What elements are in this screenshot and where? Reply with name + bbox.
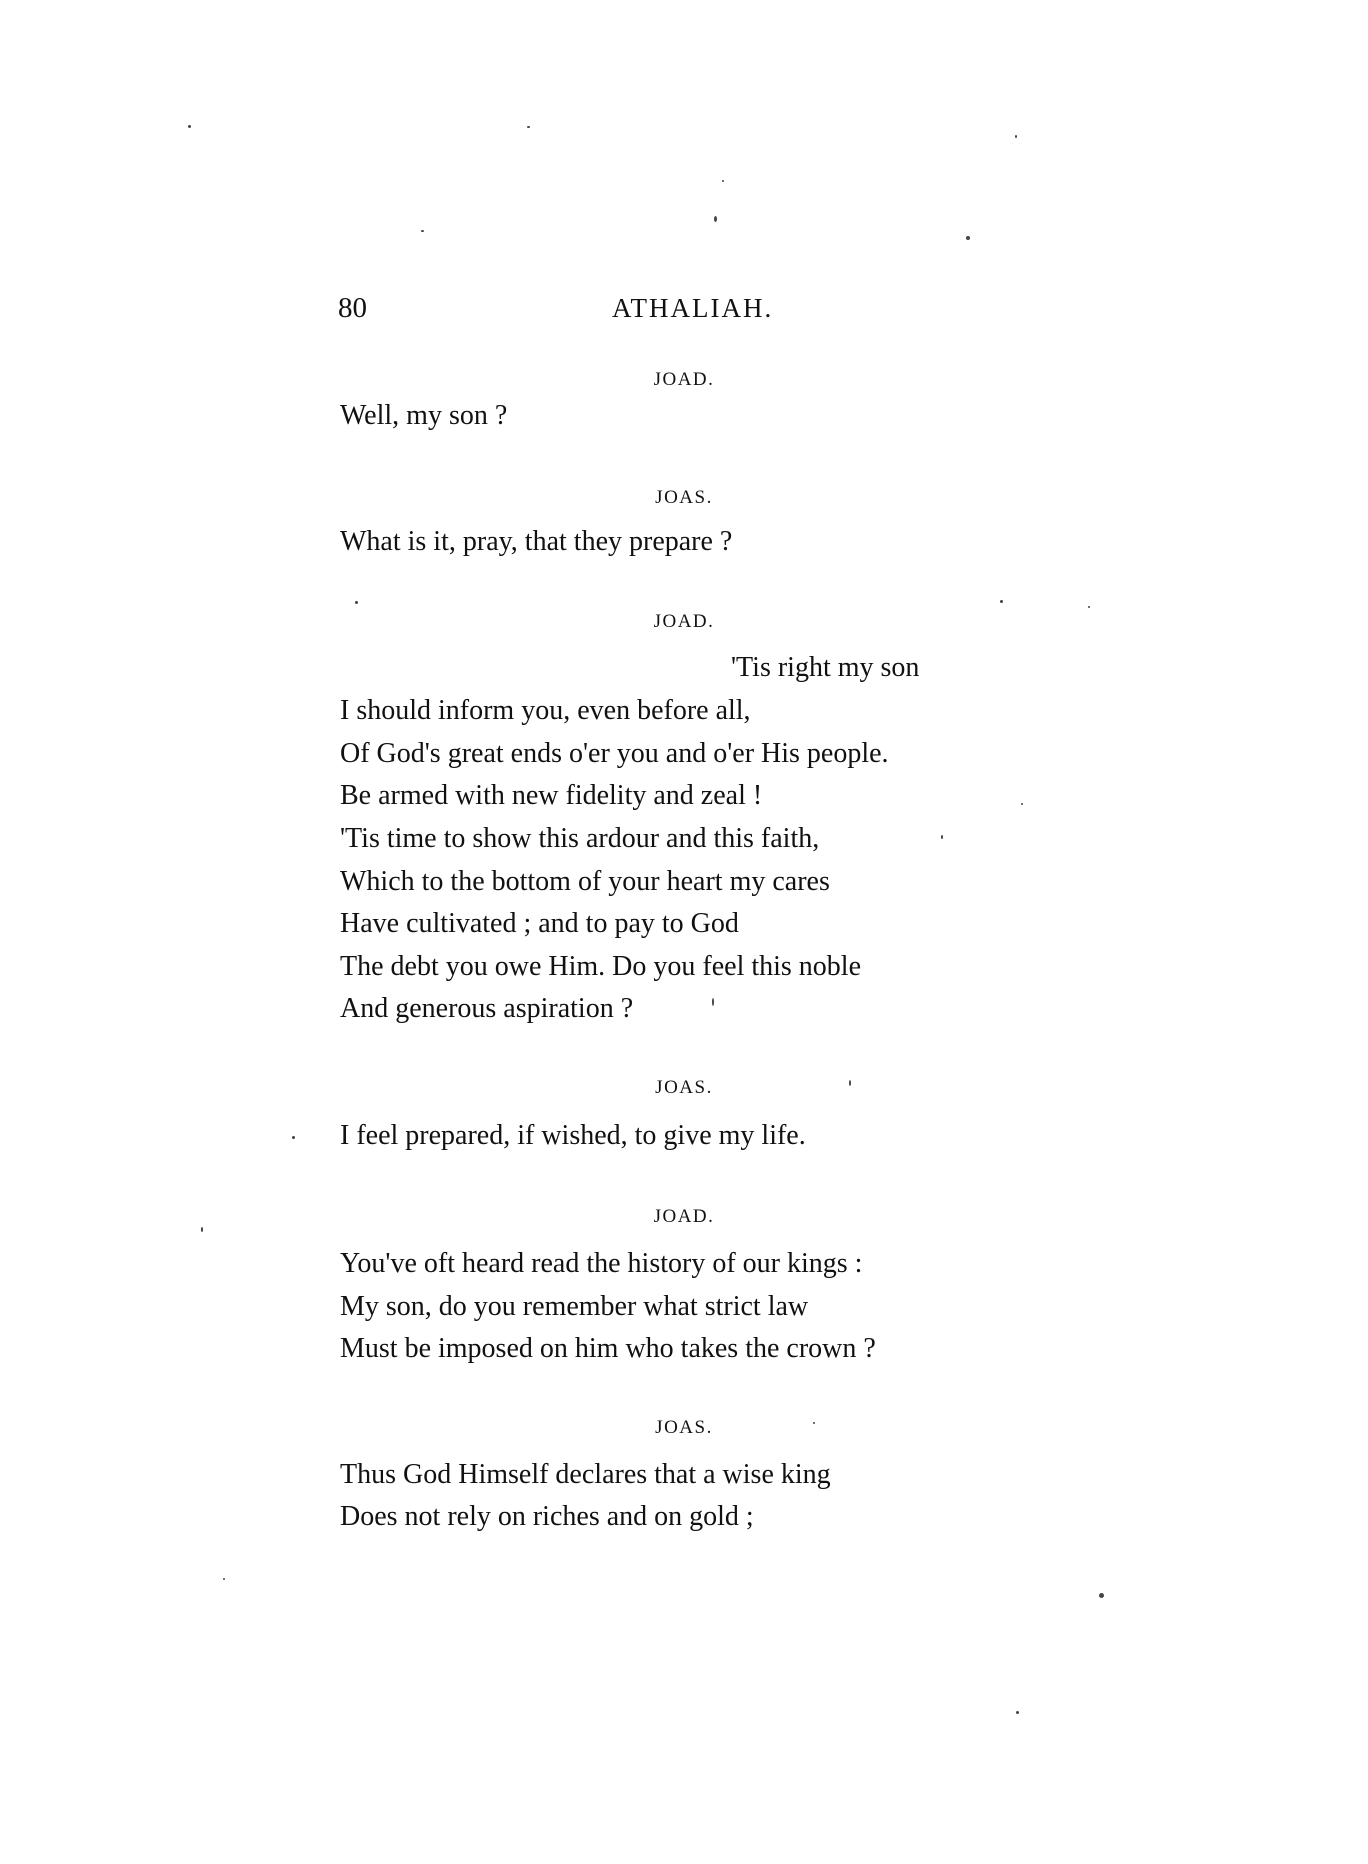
verse-line: Does not rely on riches and on gold ; — [340, 1501, 754, 1532]
speaker-label: JOAS. — [655, 1417, 713, 1438]
scan-speck — [1088, 606, 1090, 608]
scan-speck — [201, 1227, 203, 1232]
scan-speck — [712, 998, 714, 1006]
scan-speck — [722, 180, 724, 182]
scan-speck — [941, 835, 943, 839]
verse-line: And generous aspiration ? — [340, 993, 634, 1024]
scan-speck — [223, 1578, 225, 1580]
speaker-label: JOAD. — [653, 611, 715, 632]
verse-line: Well, my son ? — [340, 400, 508, 431]
scan-speck — [527, 126, 530, 128]
verse-line: Have cultivated ; and to pay to God — [340, 908, 739, 939]
speaker-label: JOAS. — [655, 1077, 713, 1098]
speaker-label: JOAS. — [655, 487, 713, 508]
verse-line: You've oft heard read the history of our kings : — [340, 1248, 863, 1279]
scan-speck — [1021, 803, 1023, 805]
scan-speck — [1015, 135, 1017, 138]
verse-line: I feel prepared, if wished, to give my life. — [340, 1120, 806, 1151]
scan-speck — [355, 601, 358, 604]
scan-speck — [292, 1136, 295, 1139]
scan-speck — [1000, 600, 1003, 603]
scan-speck — [813, 1422, 815, 1424]
scan-speck — [966, 236, 970, 240]
verse-line: Must be imposed on him who takes the crown ? — [340, 1333, 876, 1364]
scan-speck — [188, 125, 191, 128]
scan-speck — [1016, 1711, 1019, 1714]
scan-speck — [1099, 1593, 1104, 1598]
verse-line: My son, do you remember what strict law — [340, 1291, 809, 1322]
scan-speck — [714, 216, 717, 222]
verse-line: Thus God Himself declares that a wise king — [340, 1459, 831, 1490]
scan-speck — [421, 230, 424, 232]
verse-line: I should inform you, even before all, — [340, 695, 751, 726]
verse-line: What is it, pray, that they prepare ? — [340, 526, 733, 557]
verse-line: 'Tis right my son — [731, 652, 920, 683]
verse-line: Of God's great ends o'er you and o'er His people. — [340, 738, 889, 769]
verse-line: Which to the bottom of your heart my cares — [340, 866, 830, 897]
speaker-label: JOAD. — [653, 1206, 715, 1227]
scan-speck — [849, 1080, 851, 1086]
running-title: ATHALIAH. — [612, 293, 774, 323]
verse-line: 'Tis time to show this ardour and this faith, — [340, 823, 820, 854]
speaker-label: JOAD. — [653, 369, 715, 390]
verse-line: The debt you owe Him. Do you feel this noble — [340, 951, 862, 982]
page-number: 80 — [338, 292, 367, 324]
verse-line: Be armed with new fidelity and zeal ! — [340, 780, 763, 811]
